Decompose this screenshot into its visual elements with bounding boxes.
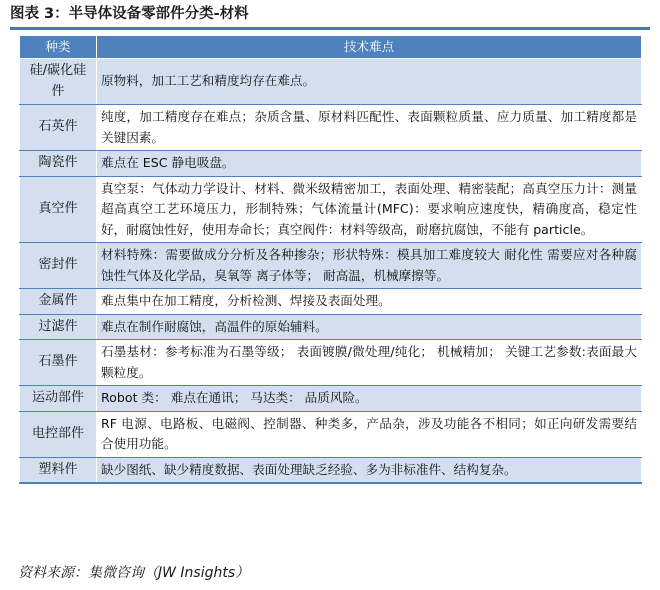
table-row xyxy=(20,176,642,243)
difficulty-cell: 难点在 ESC 静电吸盘。 xyxy=(97,151,642,177)
table-row xyxy=(20,105,642,151)
category-cell: 金属件 xyxy=(20,289,97,315)
table-row xyxy=(20,386,642,412)
category-cell: 电控部件 xyxy=(20,411,97,457)
difficulty-cell: 纯度，加工精度存在难点；杂质含量、原材料匹配性、表面颗粒质量、应力质量、加工精度都是关键因素。 xyxy=(97,105,642,151)
table-row xyxy=(20,314,642,340)
table-row xyxy=(20,243,642,289)
difficulty-cell: RF 电源、电路板、电磁阀、控制器、种类多，产品杂，涉及功能各不相同；如正向研发需要结合使用功能。 xyxy=(97,411,642,457)
difficulty-cell: 难点集中在加工精度，分析检测、焊接及表面处理。 xyxy=(97,289,642,315)
table-header-row xyxy=(20,36,642,59)
table-row xyxy=(20,340,642,386)
category-cell: 运动部件 xyxy=(20,386,97,412)
category-cell: 真空件 xyxy=(20,176,97,243)
category-cell: 石英件 xyxy=(20,105,97,151)
difficulty-cell: 真空泵：气体动力学设计、材料、微米级精密加工，表面处理、精密装配；高真空压力计：测量超高真空工艺环境压力，形制特殊；气体流量计(MFC)：要求响应速度快，精确度高，稳定性好，耐腐蚀性好，使用寿命长；真空阀件：材料等级高，耐磨抗腐蚀，不能有 particle。 xyxy=(97,176,642,243)
category-cell: 硅/碳化硅件 xyxy=(20,59,97,105)
table-row xyxy=(20,59,642,105)
category-cell: 塑料件 xyxy=(20,457,97,483)
title-divider xyxy=(10,27,650,30)
category-cell: 密封件 xyxy=(20,243,97,289)
difficulty-cell: 石墨基材：参考标准为石墨等级； 表面镀膜/微处理/纯化； 机械精加； 关键工艺参数:表面最大颗粒度。 xyxy=(97,340,642,386)
parts-materials-table xyxy=(19,35,642,484)
table-row xyxy=(20,151,642,177)
category-cell: 石墨件 xyxy=(20,340,97,386)
header-category: 种类 xyxy=(20,36,97,59)
table-row xyxy=(20,289,642,315)
source-note: 资料来源：集微咨询（JW Insights） xyxy=(18,565,250,581)
table-row xyxy=(20,457,642,483)
difficulty-cell: 难点在制作耐腐蚀，高温件的原始辅料。 xyxy=(97,314,642,340)
difficulty-cell: 缺少图纸、缺少精度数据、表面处理缺乏经验、多为非标准件、结构复杂。 xyxy=(97,457,642,483)
difficulty-cell: 材料特殊：需要做成分分析及各种掺杂；形状特殊：模具加工难度较大 耐化性 需要应对各种腐蚀性气体及化学品，臭氧等 离子体等； 耐高温，机械摩擦等。 xyxy=(97,243,642,289)
difficulty-cell: 原物料，加工工艺和精度均存在难点。 xyxy=(97,59,642,105)
category-cell: 陶瓷件 xyxy=(20,151,97,177)
figure-title: 图表 3：半导体设备零部件分类-材料 xyxy=(10,6,249,22)
difficulty-cell: Robot 类： 难点在通讯； 马达类： 品质风险。 xyxy=(97,386,642,412)
table-row xyxy=(20,411,642,457)
header-difficulty: 技术难点 xyxy=(97,36,642,59)
category-cell: 过滤件 xyxy=(20,314,97,340)
